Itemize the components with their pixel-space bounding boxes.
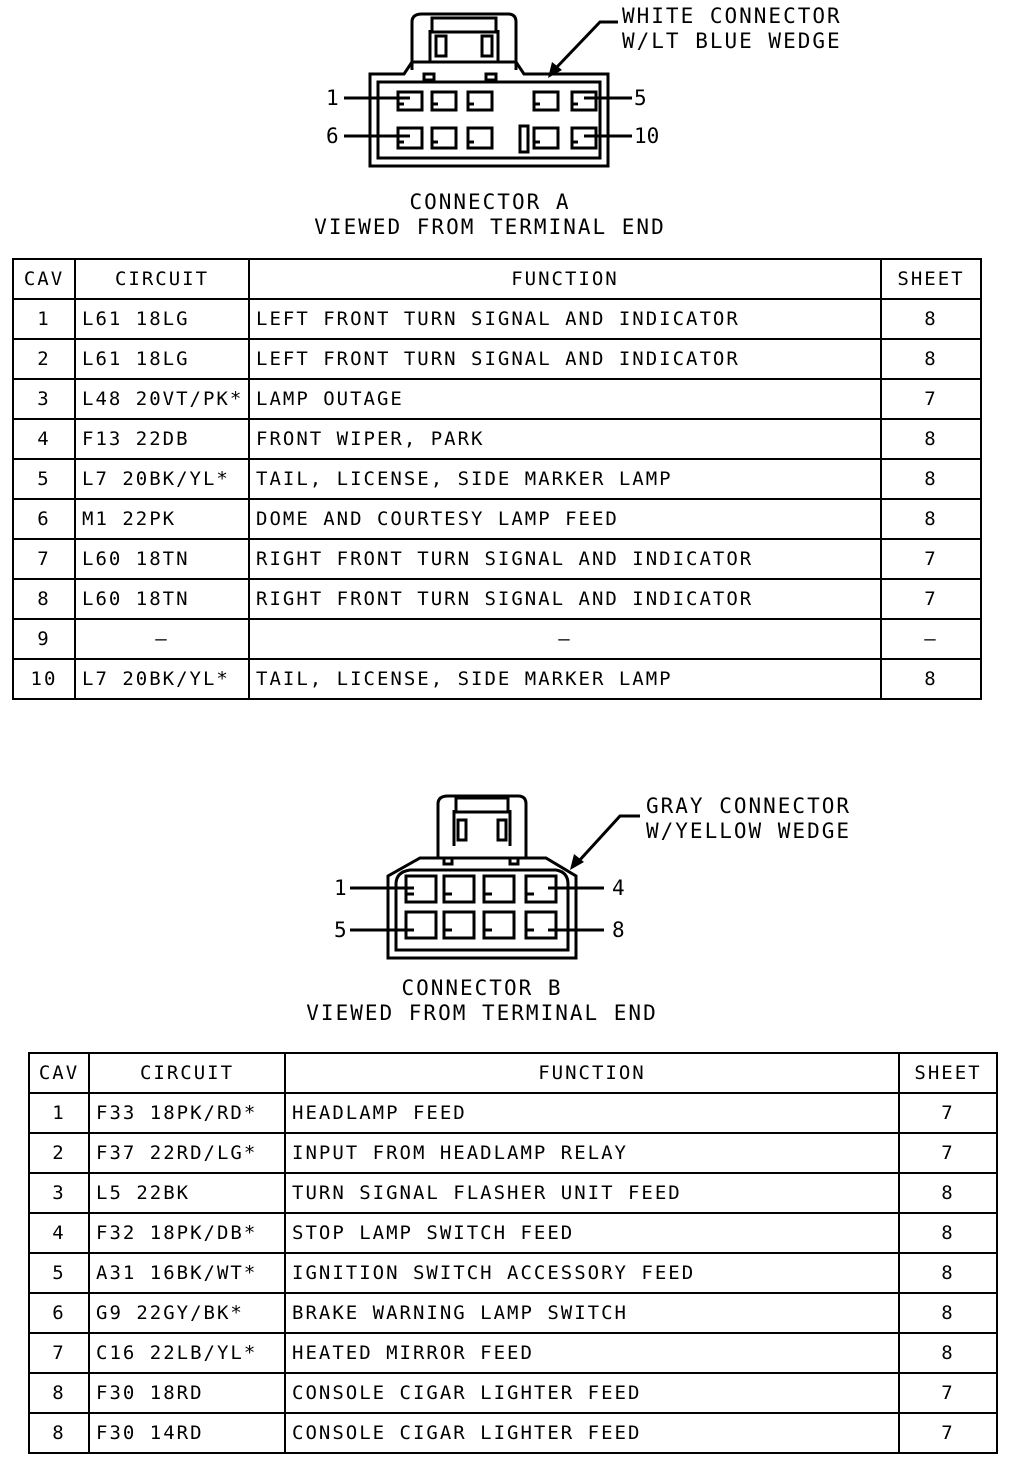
connector-a-table — [12, 258, 982, 700]
table-row — [29, 1093, 997, 1133]
function-cell: STOP LAMP SWITCH FEED — [285, 1213, 899, 1253]
sheet-cell: 8 — [881, 339, 981, 379]
sheet-cell: 8 — [881, 499, 981, 539]
sheet-cell: 8 — [881, 419, 981, 459]
connector-b-table — [28, 1052, 998, 1454]
cav-cell: 1 — [13, 299, 75, 339]
circuit-cell: F33 18PK/RD* — [89, 1093, 285, 1133]
circuit-cell: F30 18RD — [89, 1373, 285, 1413]
header-cav: CAV — [29, 1053, 89, 1093]
circuit-cell: L5 22BK — [89, 1173, 285, 1213]
function-cell: TAIL, LICENSE, SIDE MARKER LAMP — [249, 659, 881, 699]
function-cell: — — [249, 619, 881, 659]
sheet-cell: 8 — [881, 659, 981, 699]
function-cell: HEADLAMP FEED — [285, 1093, 899, 1133]
header-circuit: CIRCUIT — [89, 1053, 285, 1093]
circuit-cell: L60 18TN — [75, 539, 249, 579]
table-row — [13, 659, 981, 699]
connector-b-pin-8-label: 8 — [612, 918, 625, 942]
cav-cell: 6 — [13, 499, 75, 539]
cav-cell: 2 — [13, 339, 75, 379]
sheet-cell: 8 — [899, 1253, 997, 1293]
sheet-cell: 8 — [899, 1213, 997, 1253]
function-cell: CONSOLE CIGAR LIGHTER FEED — [285, 1413, 899, 1453]
function-cell: IGNITION SWITCH ACCESSORY FEED — [285, 1253, 899, 1293]
table-row — [13, 379, 981, 419]
cav-cell: 3 — [29, 1173, 89, 1213]
sheet-cell: 7 — [881, 579, 981, 619]
connector-b-callout-line1: GRAY CONNECTOR — [646, 794, 852, 818]
sheet-cell: — — [881, 619, 981, 659]
circuit-cell: F30 14RD — [89, 1413, 285, 1453]
circuit-cell: C16 22LB/YL* — [89, 1333, 285, 1373]
sheet-cell: 7 — [899, 1413, 997, 1453]
table-row — [13, 499, 981, 539]
connector-b-caption-subtitle: VIEWED FROM TERMINAL END — [306, 1001, 658, 1025]
circuit-cell: L7 20BK/YL* — [75, 659, 249, 699]
function-cell: RIGHT FRONT TURN SIGNAL AND INDICATOR — [249, 539, 881, 579]
table-row — [29, 1413, 997, 1453]
connector-a-pin-5-label: 5 — [634, 86, 647, 110]
cav-cell: 3 — [13, 379, 75, 419]
circuit-cell: L60 18TN — [75, 579, 249, 619]
function-cell: TURN SIGNAL FLASHER UNIT FEED — [285, 1173, 899, 1213]
connector-a-terminals — [398, 92, 596, 152]
table-row — [29, 1213, 997, 1253]
table-row — [29, 1133, 997, 1173]
table-row — [13, 339, 981, 379]
function-cell: FRONT WIPER, PARK — [249, 419, 881, 459]
table-header-row — [29, 1053, 997, 1093]
connector-a-callout-line2: W/LT BLUE WEDGE — [622, 29, 842, 53]
circuit-cell: L61 18LG — [75, 339, 249, 379]
sheet-cell: 7 — [881, 379, 981, 419]
function-cell: HEATED MIRROR FEED — [285, 1333, 899, 1373]
table-row — [29, 1333, 997, 1373]
circuit-cell: F13 22DB — [75, 419, 249, 459]
header-circuit: CIRCUIT — [75, 259, 249, 299]
sheet-cell: 8 — [899, 1293, 997, 1333]
function-cell: TAIL, LICENSE, SIDE MARKER LAMP — [249, 459, 881, 499]
cav-cell: 7 — [13, 539, 75, 579]
sheet-cell: 7 — [899, 1133, 997, 1173]
sheet-cell: 8 — [881, 299, 981, 339]
cav-cell: 9 — [13, 619, 75, 659]
cav-cell: 4 — [29, 1213, 89, 1253]
connector-a-caption-title: CONNECTOR A — [409, 190, 571, 214]
circuit-cell: A31 16BK/WT* — [89, 1253, 285, 1293]
circuit-cell: — — [75, 619, 249, 659]
function-cell: DOME AND COURTESY LAMP FEED — [249, 499, 881, 539]
cav-cell: 6 — [29, 1293, 89, 1333]
table-row — [29, 1173, 997, 1213]
table-row — [29, 1293, 997, 1333]
function-cell: BRAKE WARNING LAMP SWITCH — [285, 1293, 899, 1333]
connector-b-caption — [272, 976, 692, 1026]
circuit-cell: L48 20VT/PK* — [75, 379, 249, 419]
sheet-cell: 8 — [899, 1173, 997, 1213]
cav-cell: 7 — [29, 1333, 89, 1373]
connector-b-callout-line2: W/YELLOW WEDGE — [646, 819, 852, 843]
cav-cell: 8 — [29, 1373, 89, 1413]
cav-cell: 5 — [29, 1253, 89, 1293]
connector-a-pin-1-label: 1 — [326, 86, 339, 110]
connector-a-caption — [280, 190, 700, 240]
table-row — [13, 619, 981, 659]
circuit-cell: M1 22PK — [75, 499, 249, 539]
circuit-cell: L7 20BK/YL* — [75, 459, 249, 499]
table-row — [13, 299, 981, 339]
cav-cell: 8 — [13, 579, 75, 619]
sheet-cell: 7 — [881, 539, 981, 579]
function-cell: RIGHT FRONT TURN SIGNAL AND INDICATOR — [249, 579, 881, 619]
cav-cell: 2 — [29, 1133, 89, 1173]
table-row — [13, 579, 981, 619]
connector-b-caption-title: CONNECTOR B — [401, 976, 563, 1000]
table-row — [29, 1253, 997, 1293]
function-cell: LAMP OUTAGE — [249, 379, 881, 419]
connector-b-pin-5-label: 5 — [334, 918, 347, 942]
cav-cell: 1 — [29, 1093, 89, 1133]
connector-a-caption-subtitle: VIEWED FROM TERMINAL END — [314, 215, 666, 239]
connector-a-callout-line1: WHITE CONNECTOR — [622, 4, 842, 28]
table-row — [13, 419, 981, 459]
cav-cell: 5 — [13, 459, 75, 499]
sheet-cell: 7 — [899, 1093, 997, 1133]
header-sheet: SHEET — [881, 259, 981, 299]
connector-b-pin-1-label: 1 — [334, 876, 347, 900]
circuit-cell: F32 18PK/DB* — [89, 1213, 285, 1253]
sheet-cell: 8 — [881, 459, 981, 499]
function-cell: LEFT FRONT TURN SIGNAL AND INDICATOR — [249, 339, 881, 379]
cav-cell: 4 — [13, 419, 75, 459]
table-row — [13, 539, 981, 579]
header-sheet: SHEET — [899, 1053, 997, 1093]
cav-cell: 10 — [13, 659, 75, 699]
table-row — [29, 1373, 997, 1413]
connector-a-pin-6-label: 6 — [326, 124, 339, 148]
sheet-cell: 8 — [899, 1333, 997, 1373]
function-cell: CONSOLE CIGAR LIGHTER FEED — [285, 1373, 899, 1413]
function-cell: INPUT FROM HEADLAMP RELAY — [285, 1133, 899, 1173]
table-row — [13, 459, 981, 499]
cav-cell: 8 — [29, 1413, 89, 1453]
header-cav: CAV — [13, 259, 75, 299]
circuit-cell: F37 22RD/LG* — [89, 1133, 285, 1173]
connector-b-drawing — [0, 780, 1024, 980]
connector-b-pin-4-label: 4 — [612, 876, 625, 900]
circuit-cell: G9 22GY/BK* — [89, 1293, 285, 1333]
header-function: FUNCTION — [285, 1053, 899, 1093]
circuit-cell: L61 18LG — [75, 299, 249, 339]
table-header-row — [13, 259, 981, 299]
sheet-cell: 7 — [899, 1373, 997, 1413]
connector-a-pin-10-label: 10 — [634, 124, 660, 148]
header-function: FUNCTION — [249, 259, 881, 299]
function-cell: LEFT FRONT TURN SIGNAL AND INDICATOR — [249, 299, 881, 339]
